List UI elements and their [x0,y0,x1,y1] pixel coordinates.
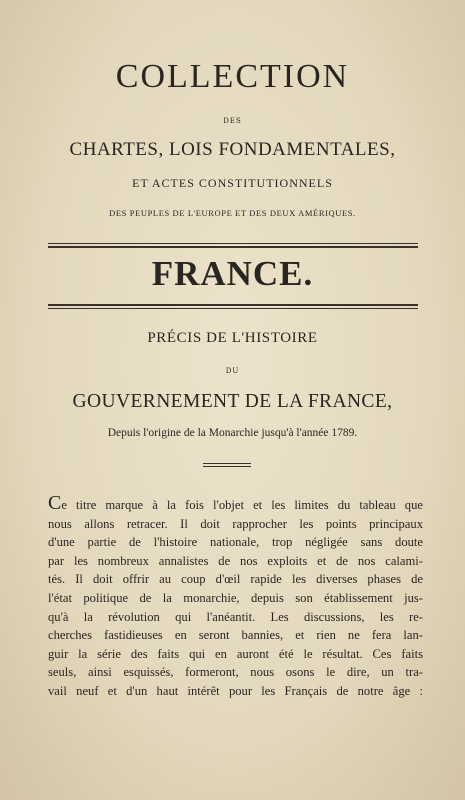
body-line: Ce titre marque à la fois l'objet et les limites du tableau que [48,492,423,514]
country-heading: FRANCE. [151,254,314,293]
body-line: par les nombreux annalistes de nos exploits et de nos calami- [48,553,423,568]
title-peuples: DES PEUPLES DE L'EUROPE ET DES DEUX AMÉRIQUES. [109,208,356,218]
title-actes: ET ACTES CONSTITUTIONNELS [132,176,333,190]
body-line: qu'à la révolution qui l'anéantit. Les discussions, les re- [48,609,423,624]
section-title-precis: PRÉCIS DE L'HISTOIRE [147,330,318,346]
section-title-gouvernement: GOUVERNEMENT DE LA FRANCE, [72,391,393,412]
double-rule-bottom [48,304,418,309]
title-collection: COLLECTION [115,58,350,95]
body-line: tés. Il doit offrir au coup d'œil rapide les diverses phases de [48,572,423,587]
body-paragraph [48,492,423,701]
ornamental-rule [203,463,251,469]
section-title-du: DU [225,367,240,375]
double-rule-top [48,241,418,248]
title-chartes: CHARTES, LOIS FONDAMENTALES, [69,139,396,160]
title-des: DES [223,117,242,125]
body-line: seuls, ainsi esquissés, formeront, nous osons le dire, un tra- [48,665,423,680]
body-line: guir la série des faits qui en auront été le résultat. Ces faits [48,646,423,661]
body-line: cherches fastidieuses en seront bannies, et rien ne fera lan- [48,628,423,643]
section-subtitle: Depuis l'origine de la Monarchie jusqu'à l'année 1789. [107,427,358,439]
body-line: l'état politique de la monarchie, depuis son établissement jus- [48,590,423,605]
body-line: vail neuf et d'un haut intérêt pour les Français de notre âge : [48,683,423,698]
body-line: d'une partie de l'histoire nationale, trop négligée sans doute [48,535,423,550]
drop-cap: C [48,492,62,514]
body-line: nous allons retracer. Il doit rapprocher les points principaux [48,516,423,531]
